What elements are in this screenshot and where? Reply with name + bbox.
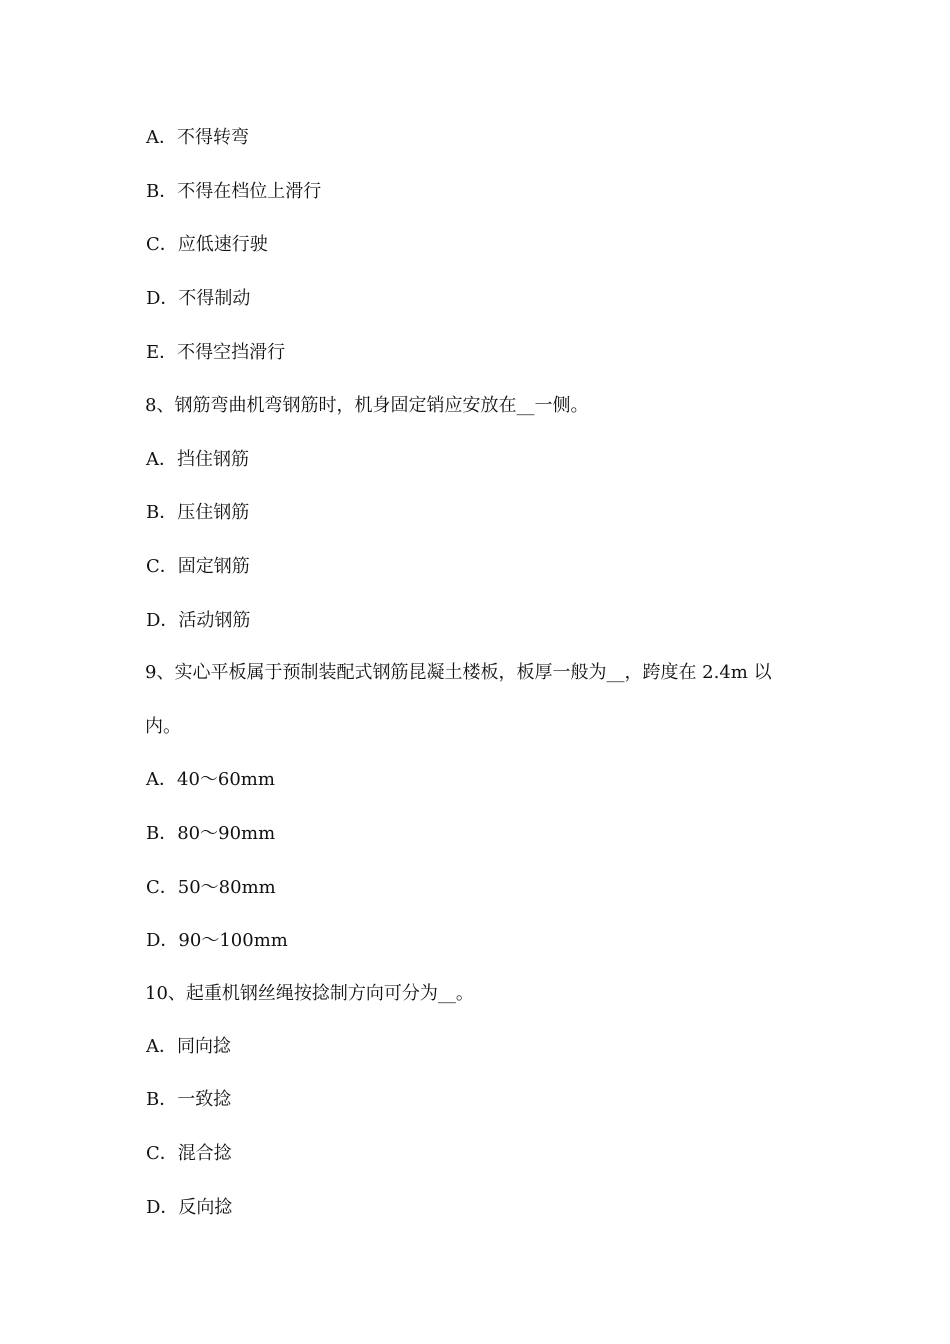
q10-option-b: B．一致捻 xyxy=(146,1089,232,1110)
q10-option-c: C．混合捻 xyxy=(146,1143,232,1164)
q7-option-b: B．不得在档位上滑行 xyxy=(146,181,322,202)
q10-option-a: A．同向捻 xyxy=(146,1036,231,1057)
q7-option-c: C．应低速行驶 xyxy=(146,234,268,255)
q7-option-e: E．不得空挡滑行 xyxy=(146,342,286,363)
q10-option-d: D．反向捻 xyxy=(146,1197,233,1218)
q8-option-d: D．活动钢筋 xyxy=(146,610,251,631)
q8-stem: 8、钢筋弯曲机弯钢筋时，机身固定销应安放在__一侧。 xyxy=(145,395,589,416)
q9-option-b: B．80～90mm xyxy=(146,823,276,844)
q8-option-c: C．固定钢筋 xyxy=(146,556,250,577)
q8-option-b: B．压住钢筋 xyxy=(146,502,250,523)
q7-option-a: A．不得转弯 xyxy=(146,127,249,148)
q10-stem: 10、起重机钢丝绳按捻制方向可分为__。 xyxy=(145,983,474,1004)
q9-stem-line1: 9、实心平板属于预制装配式钢筋昆凝土楼板，板厚一般为__，跨度在 2.4m 以 xyxy=(145,662,772,683)
q9-stem-line2: 内。 xyxy=(145,716,181,737)
q9-option-a: A．40～60mm xyxy=(146,769,275,790)
q8-option-a: A．挡住钢筋 xyxy=(146,449,249,470)
q9-option-c: C．50～80mm xyxy=(146,877,276,898)
q9-option-d: D．90～100mm xyxy=(146,930,288,951)
q7-option-d: D．不得制动 xyxy=(146,288,251,309)
